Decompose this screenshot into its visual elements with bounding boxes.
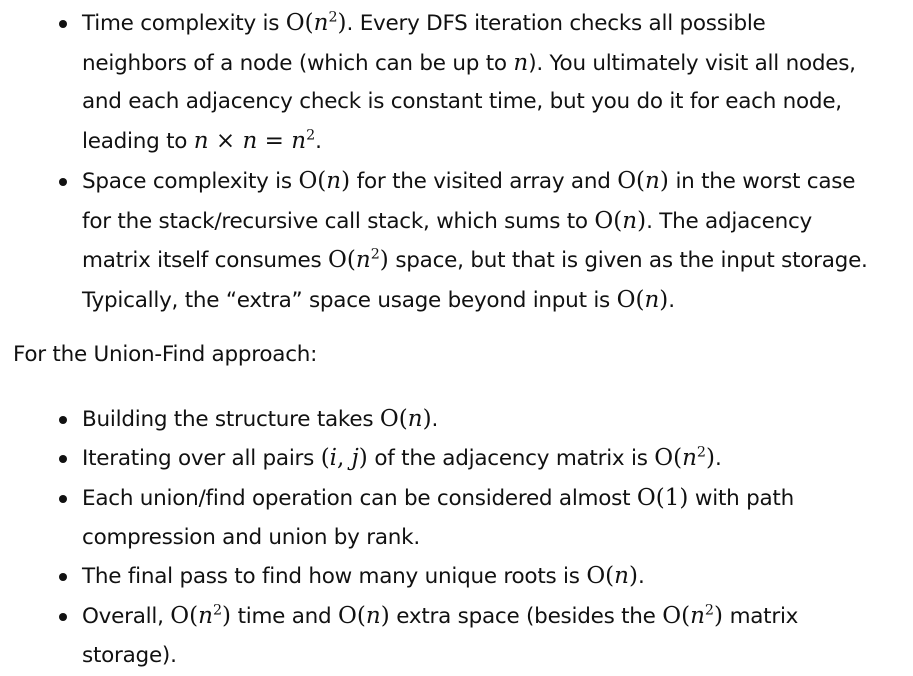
text: . The adjacency <box>646 208 812 234</box>
text: extra space (besides the <box>389 604 663 630</box>
text-line <box>82 241 901 281</box>
text-line <box>82 597 901 637</box>
list-item-build <box>13 400 901 440</box>
text: matrix <box>722 604 799 630</box>
text-line <box>82 4 901 44</box>
text: Typically, the “extra” space usage beyond input is <box>82 287 617 313</box>
list-item-final-pass <box>13 557 901 597</box>
text-line <box>82 202 901 242</box>
text-line <box>82 162 901 202</box>
math-expression: $O(n^2)$ <box>654 444 715 472</box>
text: Iterating over all pairs <box>82 446 321 472</box>
list-item-time-complexity <box>13 4 901 162</box>
math-expression: O(n) <box>617 167 669 194</box>
text: . <box>668 287 675 313</box>
text: leading to <box>82 129 194 155</box>
text-line: compression and union by rank. <box>82 524 420 550</box>
math-expression: O(1) <box>636 485 689 512</box>
list-item-union-find <box>13 479 901 557</box>
list-item-overall <box>13 597 901 675</box>
math-expression: (i, j) <box>320 445 368 472</box>
dfs-complexity-list <box>13 4 901 321</box>
text: of the adjacency matrix is <box>367 446 655 472</box>
math-expression: O(n) <box>616 286 669 313</box>
math-expression: O(n) <box>379 405 432 432</box>
text-line: and each adjacency check is constant time, but you do it for each node, <box>82 89 842 115</box>
text: Time complexity is <box>82 11 286 36</box>
text-line: storage). <box>82 642 177 668</box>
text: in the worst case <box>668 168 856 194</box>
text: Each union/find operation can be considered almost <box>82 486 637 512</box>
text: Building the structure takes <box>82 406 380 432</box>
union-find-list <box>13 400 901 676</box>
text: space, but that is given as the input storage. <box>388 248 868 274</box>
math-expression: $O(n^2)$ <box>328 246 389 274</box>
text: time and <box>231 604 339 630</box>
text: neighbors of a node (which can be up to <box>82 50 514 76</box>
math-expression: $n \times n = n^2$ <box>193 127 316 155</box>
text: . <box>637 564 645 590</box>
math-expression: $O(n^2)$ <box>285 9 347 36</box>
list-item-space-complexity <box>13 162 901 321</box>
math-expression: O(n) <box>298 167 351 194</box>
text: Overall, <box>82 604 171 630</box>
text: matrix itself consumes <box>82 248 329 274</box>
text-line <box>82 122 901 162</box>
text-line <box>82 44 901 84</box>
text-line <box>82 439 901 479</box>
text: with path <box>688 486 794 512</box>
text-line <box>82 400 901 440</box>
text: Space complexity is <box>82 168 299 194</box>
text: . <box>714 446 722 472</box>
text: . <box>431 406 439 432</box>
text-line <box>82 479 901 519</box>
text-line <box>82 557 901 597</box>
text: for the stack/recursive call stack, which sums to <box>82 208 595 234</box>
math-expression: O(n) <box>586 563 638 590</box>
text: . <box>315 129 322 155</box>
union-find-heading: For the Union-Find approach: <box>13 341 318 367</box>
math-expression: n <box>513 49 529 76</box>
text: for the visited array and <box>350 168 618 194</box>
math-expression: $O(n^2)$ <box>662 602 723 630</box>
list-item-iterate <box>13 439 901 479</box>
math-expression: O(n) <box>338 603 390 630</box>
text: . Every DFS iteration checks all possible <box>346 11 766 36</box>
math-expression: O(n) <box>594 207 647 234</box>
text: The final pass to find how many unique roots is <box>82 564 587 590</box>
text-line <box>82 281 901 321</box>
text: ). You ultimately visit all nodes, <box>528 50 856 76</box>
math-expression: $O(n^2)$ <box>170 602 231 630</box>
